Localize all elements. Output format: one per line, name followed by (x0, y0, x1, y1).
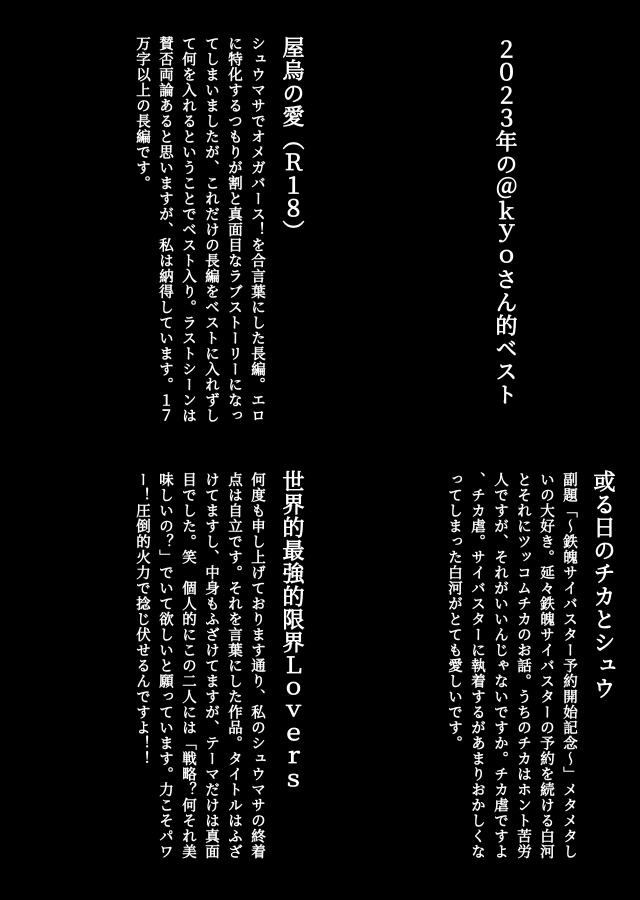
entry-body: 副題「〜鉄魄サイバスター予約開始記念〜」メタメタしいの大好き。延々鉄魄サイバスターの予約を続ける白河とそれにツッコムチカのお話。うちのチカはホント苦労人ですが、それがいいんじゃないですか。チカ虐ですよ、チカ虐。サイバスターに執着するがあまりおかしくなってしまった白河がとても愛しいです。 (446, 472, 577, 860)
page-title: ２０２３年の＠ｋｙｏさん的ベスト (492, 38, 517, 406)
entry-body: 何度も申し上げております通り、私のシュウマサの終着点は自立です。それを言葉にした作品。タイトルはふざけてますし、中身もふざけてますが、テーマだけは真面目でした。笑 個人的にこの二人には「戦略？何それ美味しいの？」でいて欲しいと願っています。力こそパワー！圧倒的火力で捻じ伏せるんですよ！！ (134, 472, 265, 860)
entry-heading: 屋烏の愛（Ｒ１８） (279, 36, 304, 243)
entry-heading: 或る日のチカとシュウ (590, 470, 615, 700)
entry-heading: 世界的最強的限界Ｌｏｖｅｒｓ (279, 470, 304, 792)
entry-body: シュウマサでオメガバース！を合言葉にした長編。エロに特化するつもりが割と真面目なラブストーリーになってしまいましたが、これだけの長編をベストに入れずして何を入れるということでベスト入り。ラストシーンは賛否両論あると思いますが、私は納得しています。１７万字以上の長編です。 (134, 36, 265, 424)
